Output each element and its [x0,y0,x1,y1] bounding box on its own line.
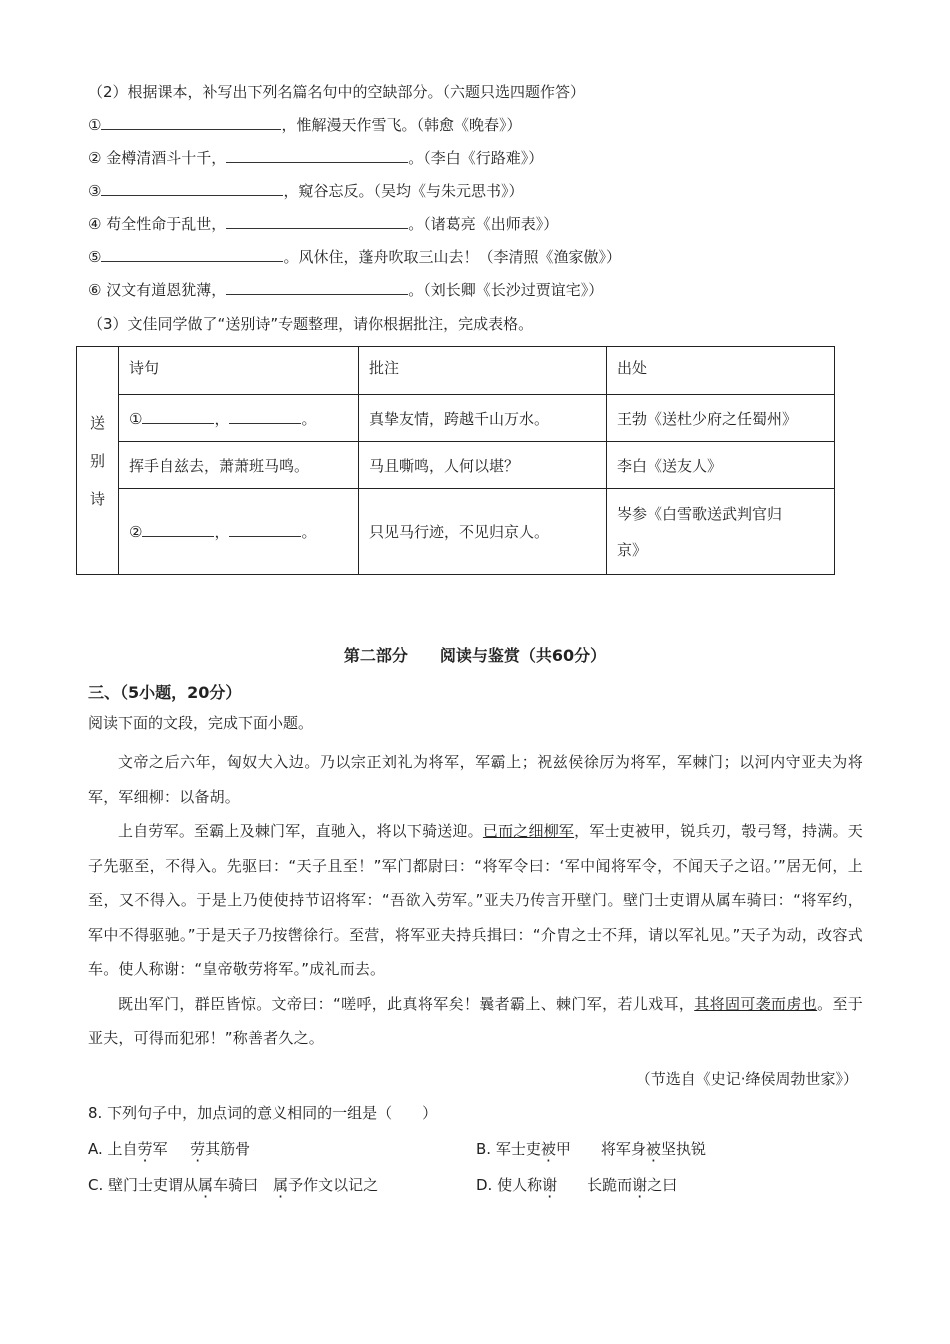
passage-paragraph-2 [88,814,863,987]
answer-blank[interactable] [142,522,214,537]
fill-item-4 [88,214,558,234]
option-label: A. [88,1140,103,1158]
option-a[interactable] [88,1138,250,1159]
item-text: 金樽清酒斗十千， [101,149,227,167]
passage-paragraph-3 [88,987,863,1056]
table-instruction: （3）文佳同学做了“送别诗”专题整理，请你根据批注，完成表格。 [88,315,534,333]
side-char: 别 [89,451,105,470]
punct: ， [214,523,230,541]
fill-item-3 [88,181,523,201]
option-label: C. [88,1176,104,1194]
item-text: ，窥谷忘反。（吴均《与朱元思书》） [283,182,524,200]
answer-blank[interactable] [101,181,283,196]
passage-text: 。至于亚夫，可得而犯邪！”称善者久之。 [88,994,864,1047]
punct: ， [214,409,230,428]
item-number: ① [88,116,102,134]
item-text: 。风休住，蓬舟吹取三山去！（李清照《渔家傲》） [283,248,621,266]
item-number: ⑤ [88,248,102,266]
dotted-word: 谢 [542,1176,558,1194]
answer-blank[interactable] [101,247,283,262]
fill-item-6 [88,280,603,300]
row-number: ① [129,409,143,428]
option-text: 之曰 [647,1176,678,1194]
underlined-sentence-2: 其将固可袭而虏也 [694,994,818,1013]
side-char: 送 [89,413,105,432]
dotted-word: 被 [645,1140,661,1158]
item-text: 。（李白《行路难》） [408,149,544,167]
option-text: 军士吏 [495,1140,541,1158]
fill-in-instruction: （2）根据课本，补写出下列名篇名句中的空缺部分。（六题只选四题作答） [88,83,586,101]
option-text: 车骑曰 [213,1176,259,1194]
option-c[interactable] [88,1174,378,1195]
fill-item-5 [88,247,621,267]
poem-cell-2: 挥手自兹去，萧萧班马鸣。 [119,442,359,489]
reading-instruction: 阅读下面的文段，完成下面小题。 [88,714,314,732]
fill-item-2 [88,148,543,168]
answer-blank[interactable] [101,115,281,130]
item-text: ，惟解漫天作雪飞。（韩愈《晚春》） [281,116,522,134]
source-cell-3 [607,489,835,575]
item-number: ② [88,149,102,167]
note-cell-2: 马且嘶鸣，人何以堪？ [359,442,607,489]
answer-blank[interactable] [226,148,408,163]
row-number: ② [129,523,143,541]
answer-blank[interactable] [226,280,408,295]
option-label: D. [476,1176,493,1194]
table-side-label [77,347,119,575]
option-text: 长跪而 [587,1176,633,1194]
source-cell-1: 王勃《送杜少府之任蜀州》 [607,395,835,442]
option-text: 甲 [555,1140,571,1158]
passage-paragraph-1: 文帝之后六年，匈奴大入边。乃以宗正刘礼为将军，军霸上；祝兹侯徐厉为将军，军棘门；以河内守亚夫为将军，军细柳：以备胡。 [88,753,863,806]
passage-text: ，军士吏被甲，锐兵刃，彀弓弩，持满。天子先驱至，不得入。先驱曰：“天子且至！”军门都尉曰：“将军令曰：‘军中闻将军令，不闻天子之诏。’”居无何，上至，又不得入。于是上乃使使持节诏将军：“吾欲入劳军。”亚夫乃传言开壁门。壁门士吏谓从属车骑曰：“将军约，军中不得驱驰。”于是天子乃按辔徐行。至营，将军亚夫持兵揖曰：“介胄之士不拜，请以军礼见。”天子为动，改容式车。使人称谢：“皇帝敬劳将军。”成礼而去。 [88,822,863,978]
punct: 。 [301,523,317,541]
source-line: 岑参《白雪歌送武判官归 [617,504,783,523]
option-text: 使人称 [497,1176,543,1194]
dotted-word: 劳 [190,1140,206,1158]
note-cell-3: 只见马行迹，不见归京人。 [359,489,607,575]
option-text: 壁门士吏谓从 [108,1176,199,1194]
item-text: 汉文有道恩犹薄， [101,281,227,299]
answer-blank[interactable] [142,409,214,424]
header-note: 批注 [359,347,607,395]
item-text: 。（刘长卿《长沙过贾谊宅》） [408,281,604,299]
option-text: 军 [152,1140,168,1158]
section-heading: 第二部分 阅读与鉴赏（共60分） [343,646,607,665]
item-number: ⑥ [88,281,102,299]
passage-text: 既出军门，群臣皆惊。文帝曰：“嗟呼，此真将军矣！曩者霸上、棘门军，若儿戏耳， [118,994,695,1013]
option-label: B. [476,1140,492,1158]
dotted-word: 谢 [632,1176,648,1194]
item-text: 苟全性命于乱世， [101,215,227,233]
answer-blank[interactable] [229,409,301,424]
option-text: 上自 [107,1140,138,1158]
dotted-word: 被 [540,1140,556,1158]
option-text: 坚执锐 [660,1140,706,1158]
source-cell-2: 李白《送友人》 [607,442,835,489]
header-source: 出处 [607,347,835,395]
side-char: 诗 [89,489,105,508]
dotted-word: 属 [198,1176,214,1194]
option-text: 予作文以记之 [288,1176,379,1194]
passage-text: 上自劳军。至霸上及棘门军，直驰入，将以下骑送迎。 [118,822,483,840]
option-text: 其筋骨 [205,1140,251,1158]
item-text: 。（诸葛亮《出师表》） [408,215,559,233]
punct: 。 [301,409,317,428]
note-cell-1: 真挚友情，跨越千山万水。 [359,395,607,442]
answer-blank[interactable] [226,214,408,229]
farewell-poem-table [76,346,835,575]
fill-item-1 [88,115,521,135]
answer-blank[interactable] [229,522,301,537]
item-number: ③ [88,182,102,200]
underlined-sentence-1: 已而之细柳军 [482,822,575,840]
item-number: ④ [88,215,102,233]
option-text: 将军身 [600,1140,646,1158]
source-line: 京》 [617,540,648,559]
section-3-title: 三、（5小题，20分） [88,683,242,702]
option-b[interactable] [476,1138,706,1159]
dotted-word: 属 [273,1176,289,1194]
option-d[interactable] [476,1174,677,1195]
dotted-word: 劳 [137,1140,153,1158]
passage [88,745,863,1056]
poem-cell-3 [119,489,359,575]
poem-cell-1 [119,395,359,442]
source-note: （节选自《史记·绛侯周勃世家》） [635,1070,858,1088]
question-8: 8. 下列句子中，加点词的意义相同的一组是（ ） [88,1104,438,1122]
header-poem: 诗句 [119,347,359,395]
